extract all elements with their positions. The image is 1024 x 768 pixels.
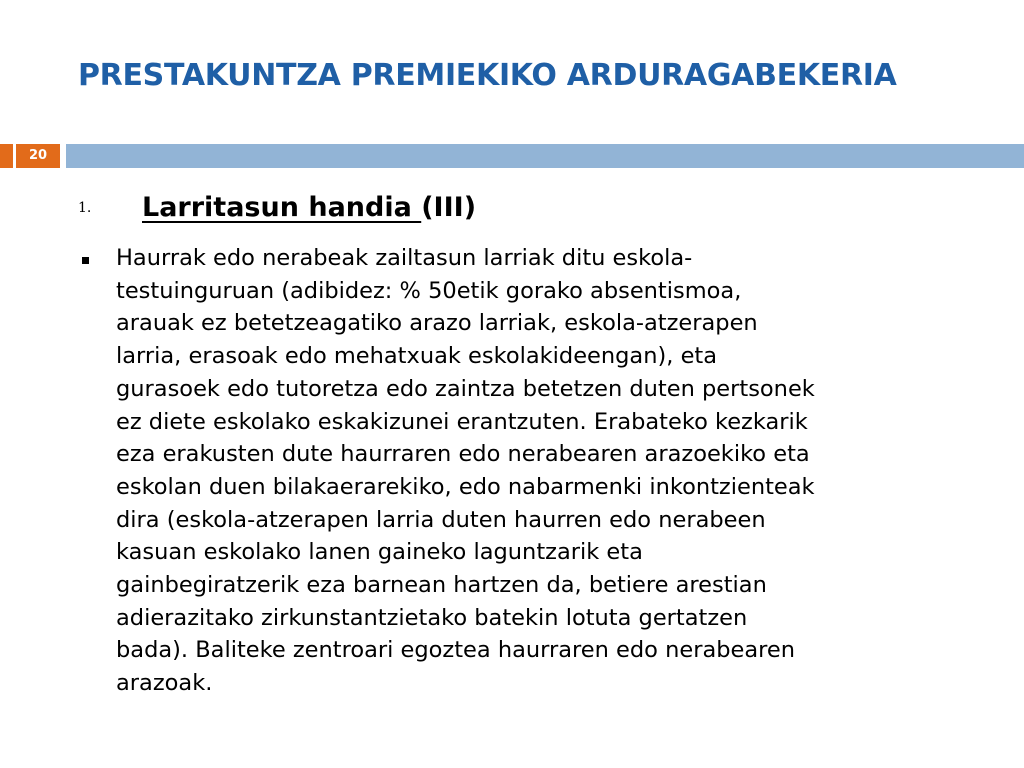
item-heading: Larritasun handia xyxy=(142,192,422,223)
left-accent-bar xyxy=(0,144,13,168)
header-divider-bar xyxy=(66,144,1024,168)
slide-title: PRESTAKUNTZA PREMIEKIKO ARDURAGABEKERIA xyxy=(78,58,897,93)
item-number: 1. xyxy=(78,200,92,216)
item-heading-suffix: (III) xyxy=(421,192,477,223)
square-bullet-icon xyxy=(82,257,89,264)
page-number-badge: 20 xyxy=(16,144,60,168)
bullet-paragraph: Haurrak edo nerabeak zailtasun larriak ditu eskola- testuinguruan (adibidez: % 50etik gorako absentismoa, arauak ez betetzeagatiko arazo larriak, eskola-atzerapen larria, erasoak edo mehatxuak eskolakideengan), eta gurasoek edo tutoretza edo zaintza betetzen duten pertsonek ez diete eskolako eskakizunei erantzuten. Erabateko kezkarik eza erakusten dute haurraren edo nerabearen arazoekiko eta eskolan duen bilakaerarekiko, edo nabarmenki inkontzienteak dira (eskola-atzerapen larria duten haurren edo nerabeen kasuan eskolako lanen gaineko laguntzarik eta gainbegiratzerik eza barnean hartzen da, betiere arestian adierazitako zirkunstantzietako batekin lotuta gertatzen bada). Baliteke zentroari egoztea haurraren edo nerabearen arazoak. xyxy=(116,245,815,697)
numbered-item xyxy=(78,192,476,223)
